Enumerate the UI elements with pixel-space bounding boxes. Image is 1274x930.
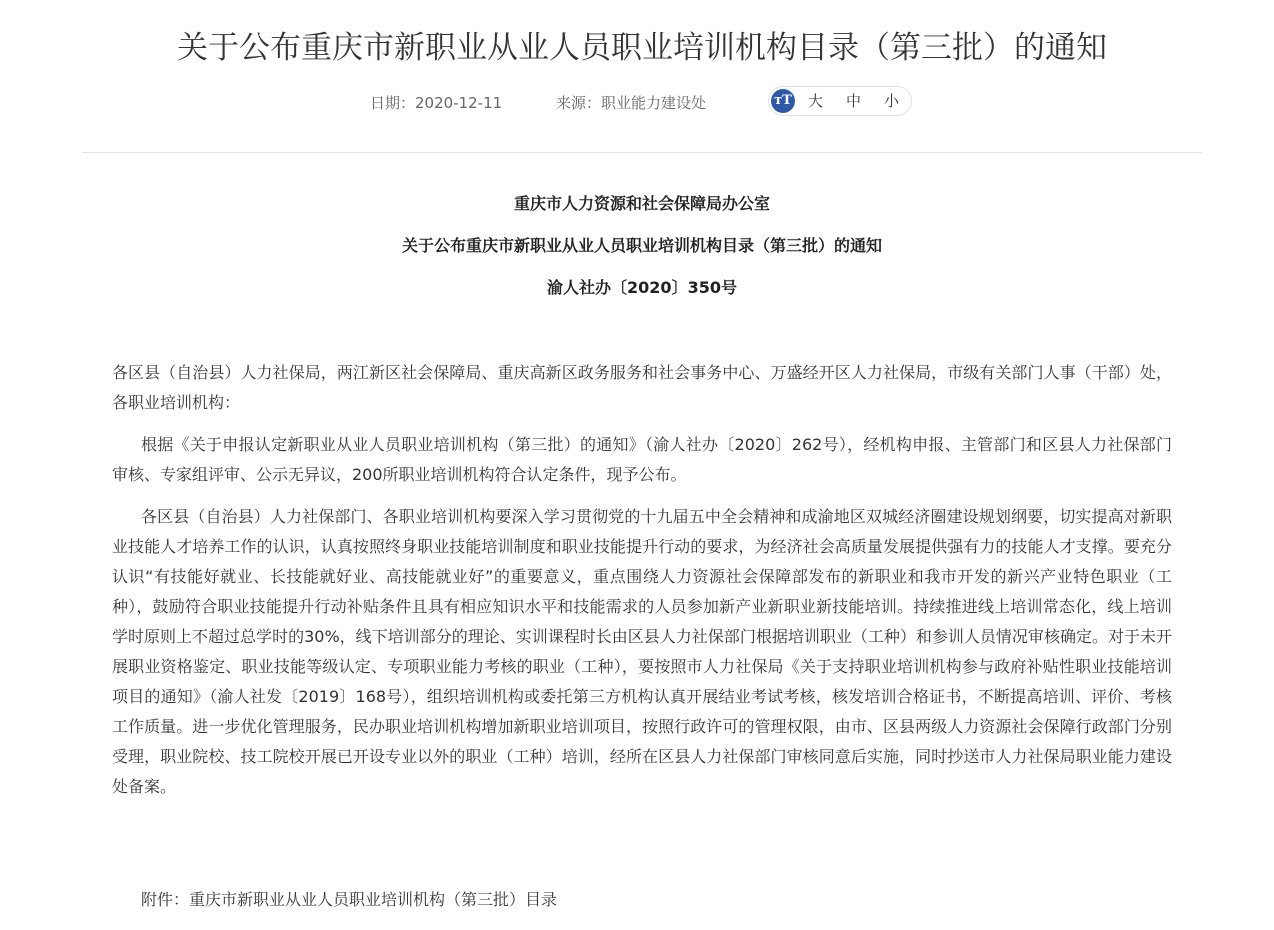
header-divider [82, 152, 1202, 153]
document-subject: 关于公布重庆市新职业从业人员职业培训机构目录（第三批）的通知 [401, 236, 882, 255]
font-size-medium-button[interactable]: 中 [846, 92, 862, 110]
body-paragraph-2: 各区县（自治县）人力社保部门、各职业培训机构要深入学习贯彻党的十九届五中全会精神和成渝地区双城经济圈建设规划纲要，切实提高对新职业技能人才培养工作的认识，认真按照终身职业技能培训制度和职业技能提升行动的要求，为经济社会高质量发展提供强有力的技能人才支撑。要充分认识“有技能好就业、长技能就好业、高技能就业好”的重要意义，重点围绕人力资源社会保障部发布的新职业和我市开发的新兴产业特色职业（工种），鼓励符合职业技能提升行动补贴条件且具有相应知识水平和技能需求的人员参加新产业新职业新技能培训。持续推进线上培训常态化，线上培训学时原则上不超过总学时的30%，线下培训部分的理论、实训课程时长由区县人力社保部门根据培训职业（工种）和参训人员情况审核确定。对于未开展职业资格鉴定、职业技能等级认定、专项职业能力考核的职业（工种），要按照市人力社保局《关于支持职业培训机构参与政府补贴性职业技能培训项目的通知》（渝人社发〔2019〕168号），组织培训机构或委托第三方机构认真开展结业考试考核，核发培训合格证书，不断提高培训、评价、考核工作质量。进一步优化管理服务，民办职业培训机构增加新职业培训项目，按照行政许可的管理权限，由市、区县两级人力资源社会保障行政部门分别受理，职业院校、技工院校开展已开设专业以外的职业（工种）培训，经所在区县人力社保部门审核同意后实施，同时抄送市人力社保局职业能力建设处备案。 [112, 507, 1172, 796]
addressee-paragraph: 各区县（自治县）人力社保局，两江新区社会保障局、重庆高新区政务服务和社会事务中心、万盛经开区人力社保局，市级有关部门人事（干部）处，各职业培训机构： [112, 363, 1172, 412]
document-number: 渝人社办〔2020〕350号 [547, 278, 737, 297]
source-label: 来源：职业能力建设处 [556, 94, 707, 112]
body-paragraph-1: 根据《关于申报认定新职业从业人员职业培训机构（第三批）的通知》（渝人社办〔2020〕262号），经机构申报、主管部门和区县人力社保部门审核、专家组评审、公示无异议，200所职业培训机构符合认定条件，现予公布。 [112, 435, 1172, 484]
page-title: 关于公布重庆市新职业从业人员职业培训机构目录（第三批）的通知 [177, 30, 1107, 66]
font-size-large-button[interactable]: 大 [808, 92, 824, 110]
font-size-switcher [768, 86, 912, 116]
font-size-small-button[interactable]: 小 [884, 92, 900, 110]
font-size-icon: тT [771, 89, 795, 113]
attachment-link[interactable]: 附件：重庆市新职业从业人员职业培训机构（第三批）目录 [141, 890, 558, 909]
publish-date: 日期：2020-12-11 [370, 94, 503, 112]
issuing-office: 重庆市人力资源和社会保障局办公室 [513, 194, 770, 213]
